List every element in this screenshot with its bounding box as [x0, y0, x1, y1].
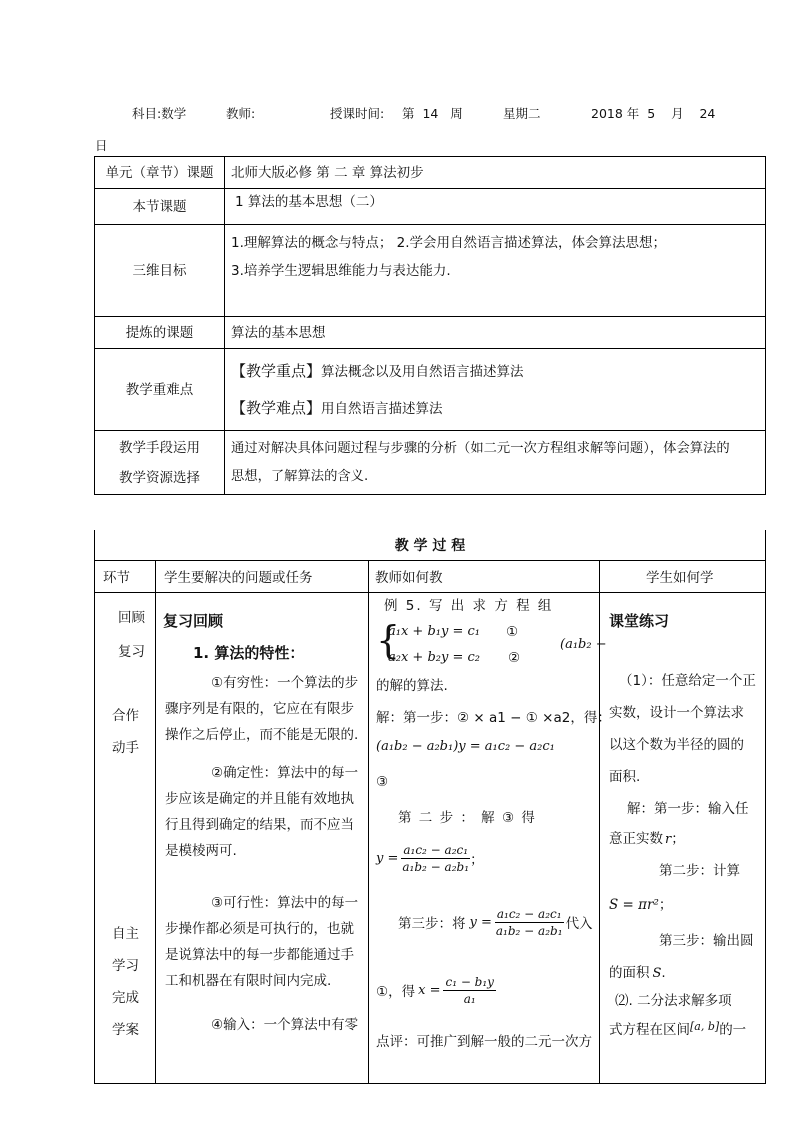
comment-text: 点评：可推广到解一般的二元一次方 — [376, 1033, 592, 1050]
task-line: 步应该是确定的并且能有效地执 — [165, 790, 354, 807]
process-title: 教 学 过 程 — [95, 530, 766, 560]
y-numerator: a₁c₂ − a₂c₁ — [403, 842, 469, 857]
task-line: 行且得到确定的结果，而不应当 — [165, 816, 354, 833]
y-lhs: y = — [376, 850, 399, 866]
y-lhs-2: y = — [469, 914, 492, 930]
objectives-value — [225, 225, 766, 317]
task-line: 是模棱两可. — [165, 842, 237, 859]
y-denominator-2: a₁b₂ − a₂b₁ — [495, 923, 563, 938]
objectives-label: 三维目标 — [95, 225, 225, 317]
equation-1-mark: ① — [506, 623, 519, 640]
teaching-process-table — [94, 530, 766, 1084]
step-3-line — [398, 906, 593, 939]
task-line: ④输入：一个算法中有零 — [211, 1016, 359, 1033]
learn-line: 面积. — [609, 768, 641, 785]
example-line: 例 5. 写 出 求 方 程 组 — [384, 597, 554, 614]
day-text: 日 — [95, 138, 108, 153]
solve-text: 的解的算法. — [376, 677, 448, 694]
col-task: 学生要解决的问题或任务 — [156, 560, 369, 592]
task-line: ①有穷性：一个算法的步 — [211, 674, 359, 691]
key-point-text: 算法概念以及用自然语言描述算法 — [321, 363, 524, 380]
key-points-row — [95, 349, 766, 431]
punct: . — [661, 964, 666, 981]
brace-icon: { — [376, 617, 401, 662]
learn-line: 第二步：计算 — [659, 862, 740, 879]
task-line: 是说算法中的每一步都能通过手 — [165, 946, 354, 963]
learn-line: ⑵. 二分法求解多项 — [615, 992, 732, 1009]
stage-word: 学案 — [112, 1021, 139, 1038]
area-formula: S = πr² — [609, 896, 659, 913]
equation-2-mark: ② — [508, 649, 521, 666]
learn-line: 第三步：输出圆 — [659, 932, 754, 949]
teach-cell — [369, 592, 611, 1083]
x-fraction — [443, 974, 496, 1007]
learn-line: 解：第一步：输入任 — [627, 800, 749, 817]
y-fraction-2 — [495, 906, 564, 939]
col-stage: 环节 — [95, 560, 156, 592]
x-pre: ①，得 — [376, 984, 416, 1000]
refined-topic-row — [95, 317, 766, 349]
y-end: ； — [470, 852, 484, 868]
date-text: 2018 年 5 月 24 — [591, 106, 716, 121]
x-solution — [376, 974, 496, 1007]
learn-line: 的一 — [719, 1021, 747, 1038]
condition-text: (a₁b₂ − — [560, 636, 607, 652]
teacher-label: 教师: — [226, 106, 256, 121]
column-header-row — [95, 560, 766, 592]
task-line: 步操作都必须是可执行的，也就 — [165, 920, 354, 937]
equation-1: a₁x + b₁y = c₁ — [388, 623, 480, 639]
task-cell — [156, 592, 369, 1083]
task-line: 骤序列是有限的，它应在有限步 — [165, 700, 354, 717]
task-line: 工和机器在有限时间内完成. — [165, 972, 332, 989]
var-s: S — [652, 965, 662, 981]
y-numerator-2: a₁c₂ − a₂c₁ — [496, 906, 562, 921]
task-line: ②确定性：算法中的每一 — [211, 764, 359, 781]
stage-word: 复习 — [118, 643, 145, 660]
x-lhs: x = — [418, 982, 441, 998]
learn-line: 以这个数为半径的圆的 — [609, 736, 744, 753]
x-denominator: a₁ — [463, 991, 476, 1006]
learn-cell — [600, 592, 766, 1083]
interval: [a, b] — [690, 1019, 720, 1033]
refined-topic-label: 提炼的课题 — [95, 317, 225, 349]
learn-line: 的面积 — [609, 964, 650, 981]
key-point-mark: 【教学重点】 — [231, 361, 322, 380]
punct: ； — [671, 830, 685, 847]
stage-cell — [95, 592, 156, 1083]
unit-label: 单元（章节）课题 — [95, 157, 225, 189]
means-line-2: 思想，了解算法的含义. — [231, 468, 369, 484]
var-r: r — [665, 831, 672, 847]
subject-label: 科目:数学 — [132, 106, 187, 121]
weekday-text: 星期二 — [503, 106, 541, 121]
y-solution — [376, 842, 484, 875]
col-teach: 教师如何教 — [369, 560, 600, 592]
equation-3-mark: ③ — [376, 773, 389, 790]
objectives-row — [95, 225, 766, 317]
review-title: 复习回顾 — [163, 611, 224, 630]
means-label — [95, 431, 225, 495]
unit-value: 北师大版必修 第 二 章 算法初步 — [225, 157, 766, 189]
learn-line: 实数，设计一个算法求 — [609, 704, 744, 721]
means-value — [225, 431, 766, 495]
col-learn: 学生如何学 — [600, 560, 766, 592]
week-text: 第 14 周 — [402, 106, 463, 121]
equation-3: (a₁b₂ − a₂b₁)y = a₁c₂ − a₂c₁ — [376, 738, 555, 754]
step-2-text: 第 二 步 ： 解 ③ 得 — [398, 809, 537, 826]
means-line-1: 通过对解决具体问题过程与步骤的分析（如二元一次方程组求解等问题），体会算法的 — [231, 440, 730, 456]
punct: ； — [658, 896, 673, 913]
y-fraction — [401, 842, 470, 875]
time-label: 授课时间: — [330, 106, 385, 121]
objective-line-2: 3.培养学生逻辑思维能力与表达能力. — [231, 263, 451, 279]
learn-line-r — [609, 826, 758, 853]
means-label-2: 教学资源选择 — [119, 469, 200, 486]
area-formula-line — [609, 892, 758, 918]
key-point-line — [231, 353, 765, 390]
difficulty-mark: 【教学难点】 — [231, 398, 322, 417]
stage-word: 自主 — [112, 925, 139, 942]
lesson-value: 1 算法的基本思想（二） — [225, 189, 766, 225]
stage-word: 回顾 — [118, 609, 145, 626]
task-line: ③可行性：算法中的每一 — [211, 894, 359, 911]
process-title-row — [95, 530, 766, 560]
objective-line-1: 1.理解算法的概念与特点； 2.学会用自然语言描述算法，体会算法思想； — [231, 235, 667, 251]
step-3-pre: 第三步：将 — [398, 916, 466, 932]
lesson-label: 本节课题 — [95, 189, 225, 225]
stage-word: 完成 — [112, 989, 139, 1006]
means-row — [95, 431, 766, 495]
learn-line: （1）：任意给定一个正 — [619, 672, 756, 689]
practice-title: 课堂练习 — [609, 611, 670, 630]
process-content-row — [95, 592, 766, 1083]
step-1-text: 解：第一步：② × a1 − ① ×a2，得： — [376, 709, 611, 726]
task-line: 操作之后停止，而不能是无限的. — [165, 726, 359, 743]
learn-line-interval — [609, 1014, 758, 1043]
lesson-row — [95, 189, 766, 225]
learn-line-s — [609, 960, 758, 987]
stage-word: 学习 — [112, 957, 139, 974]
stage-word: 动手 — [112, 739, 139, 756]
learn-line: 式方程在区间 — [609, 1021, 690, 1038]
x-numerator: c₁ − b₁y — [445, 974, 494, 989]
key-points-label: 教学重难点 — [95, 349, 225, 431]
lesson-info-table — [94, 156, 766, 495]
unit-row — [95, 157, 766, 189]
difficulty-text: 用自然语言描述算法 — [321, 400, 443, 417]
means-label-1: 教学手段运用 — [119, 439, 200, 456]
equation-2: a₂x + b₂y = c₂ — [388, 649, 480, 665]
stage-word: 合作 — [112, 707, 139, 724]
refined-topic-value: 算法的基本思想 — [225, 317, 766, 349]
properties-subtitle: 1. 算法的特性： — [193, 643, 305, 662]
difficulty-line — [231, 390, 765, 427]
key-points-value — [225, 349, 766, 431]
y-denominator: a₁b₂ − a₂b₁ — [402, 859, 470, 874]
step-3-post: 代入 — [565, 916, 593, 932]
learn-line: 意正实数 — [609, 830, 663, 847]
